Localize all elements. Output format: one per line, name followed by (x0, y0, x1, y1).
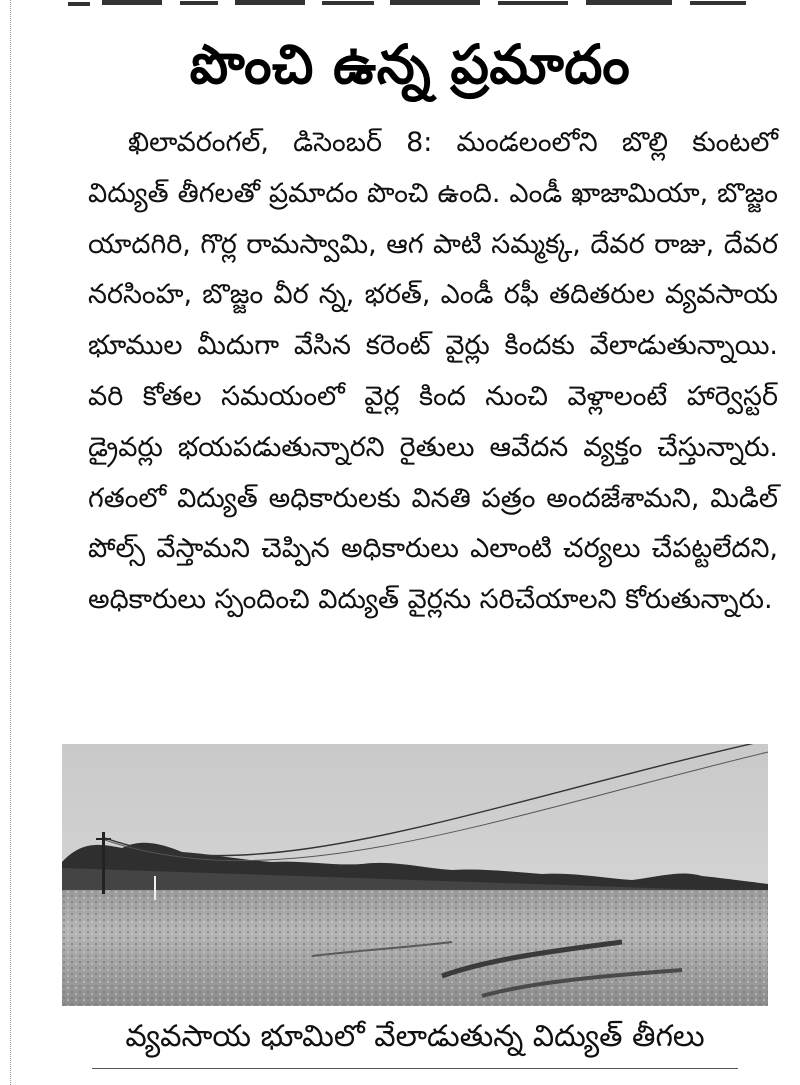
column-divider (10, 0, 11, 1085)
photo-caption: వ్యవసాయ భూమిలో వేలాడుతున్న విద్యుత్ తీగలు (125, 1019, 705, 1054)
article-body: ఖిలావరంగల్, డిసెంబర్ 8: మండలంలోని బొల్లి కుంటలో విద్యుత్ తీగలతో ప్రమాదం పొంచి ఉంది. ఎండీ ఖాజామియా, బొజ్జం యాదగిరి, గొర్ల రామస్వామి, ఆగ పాటి సమ్మక్క, దేవర రాజు, దేవర నరసింహ, బొజ్జం వీర న్న, భరత్, ఎండీ రఫీ తదితరుల వ్యవసాయ భూముల మీదుగా వేసిన కరెంట్ వైర్లు కిందకు వేలాడుతున్నాయి. వరి కోతల సమయంలో వైర్ల కింద నుంచి వెళ్లాలంటే హార్వెస్టర్ డ్రైవర్లు భయపడుతున్నారని రైతులు ఆవేదన వ్యక్తం చేస్తున్నారు. గతంలో విద్యుత్ అధికారులకు వినతి పత్రం అందజేశామని, మిడిల్ పోల్స్ వేస్తామని చెప్పిన అధికారులు ఎలాంటి చర్యలు చేపట్టలేదని, అధికారులు స్పందించి విద్యుత్ వైర్లను సరిచేయాలని కోరుతున్నారు. (88, 127, 778, 616)
farmland-power-lines-image (62, 744, 768, 1006)
previous-article-cutoff-text (60, 0, 760, 14)
cropped-text-fragment (60, 0, 760, 14)
field-photo (62, 744, 768, 1006)
caption-underline (92, 1068, 738, 1069)
headline: పొంచి ఉన్న ప్రమాదం (189, 33, 631, 96)
